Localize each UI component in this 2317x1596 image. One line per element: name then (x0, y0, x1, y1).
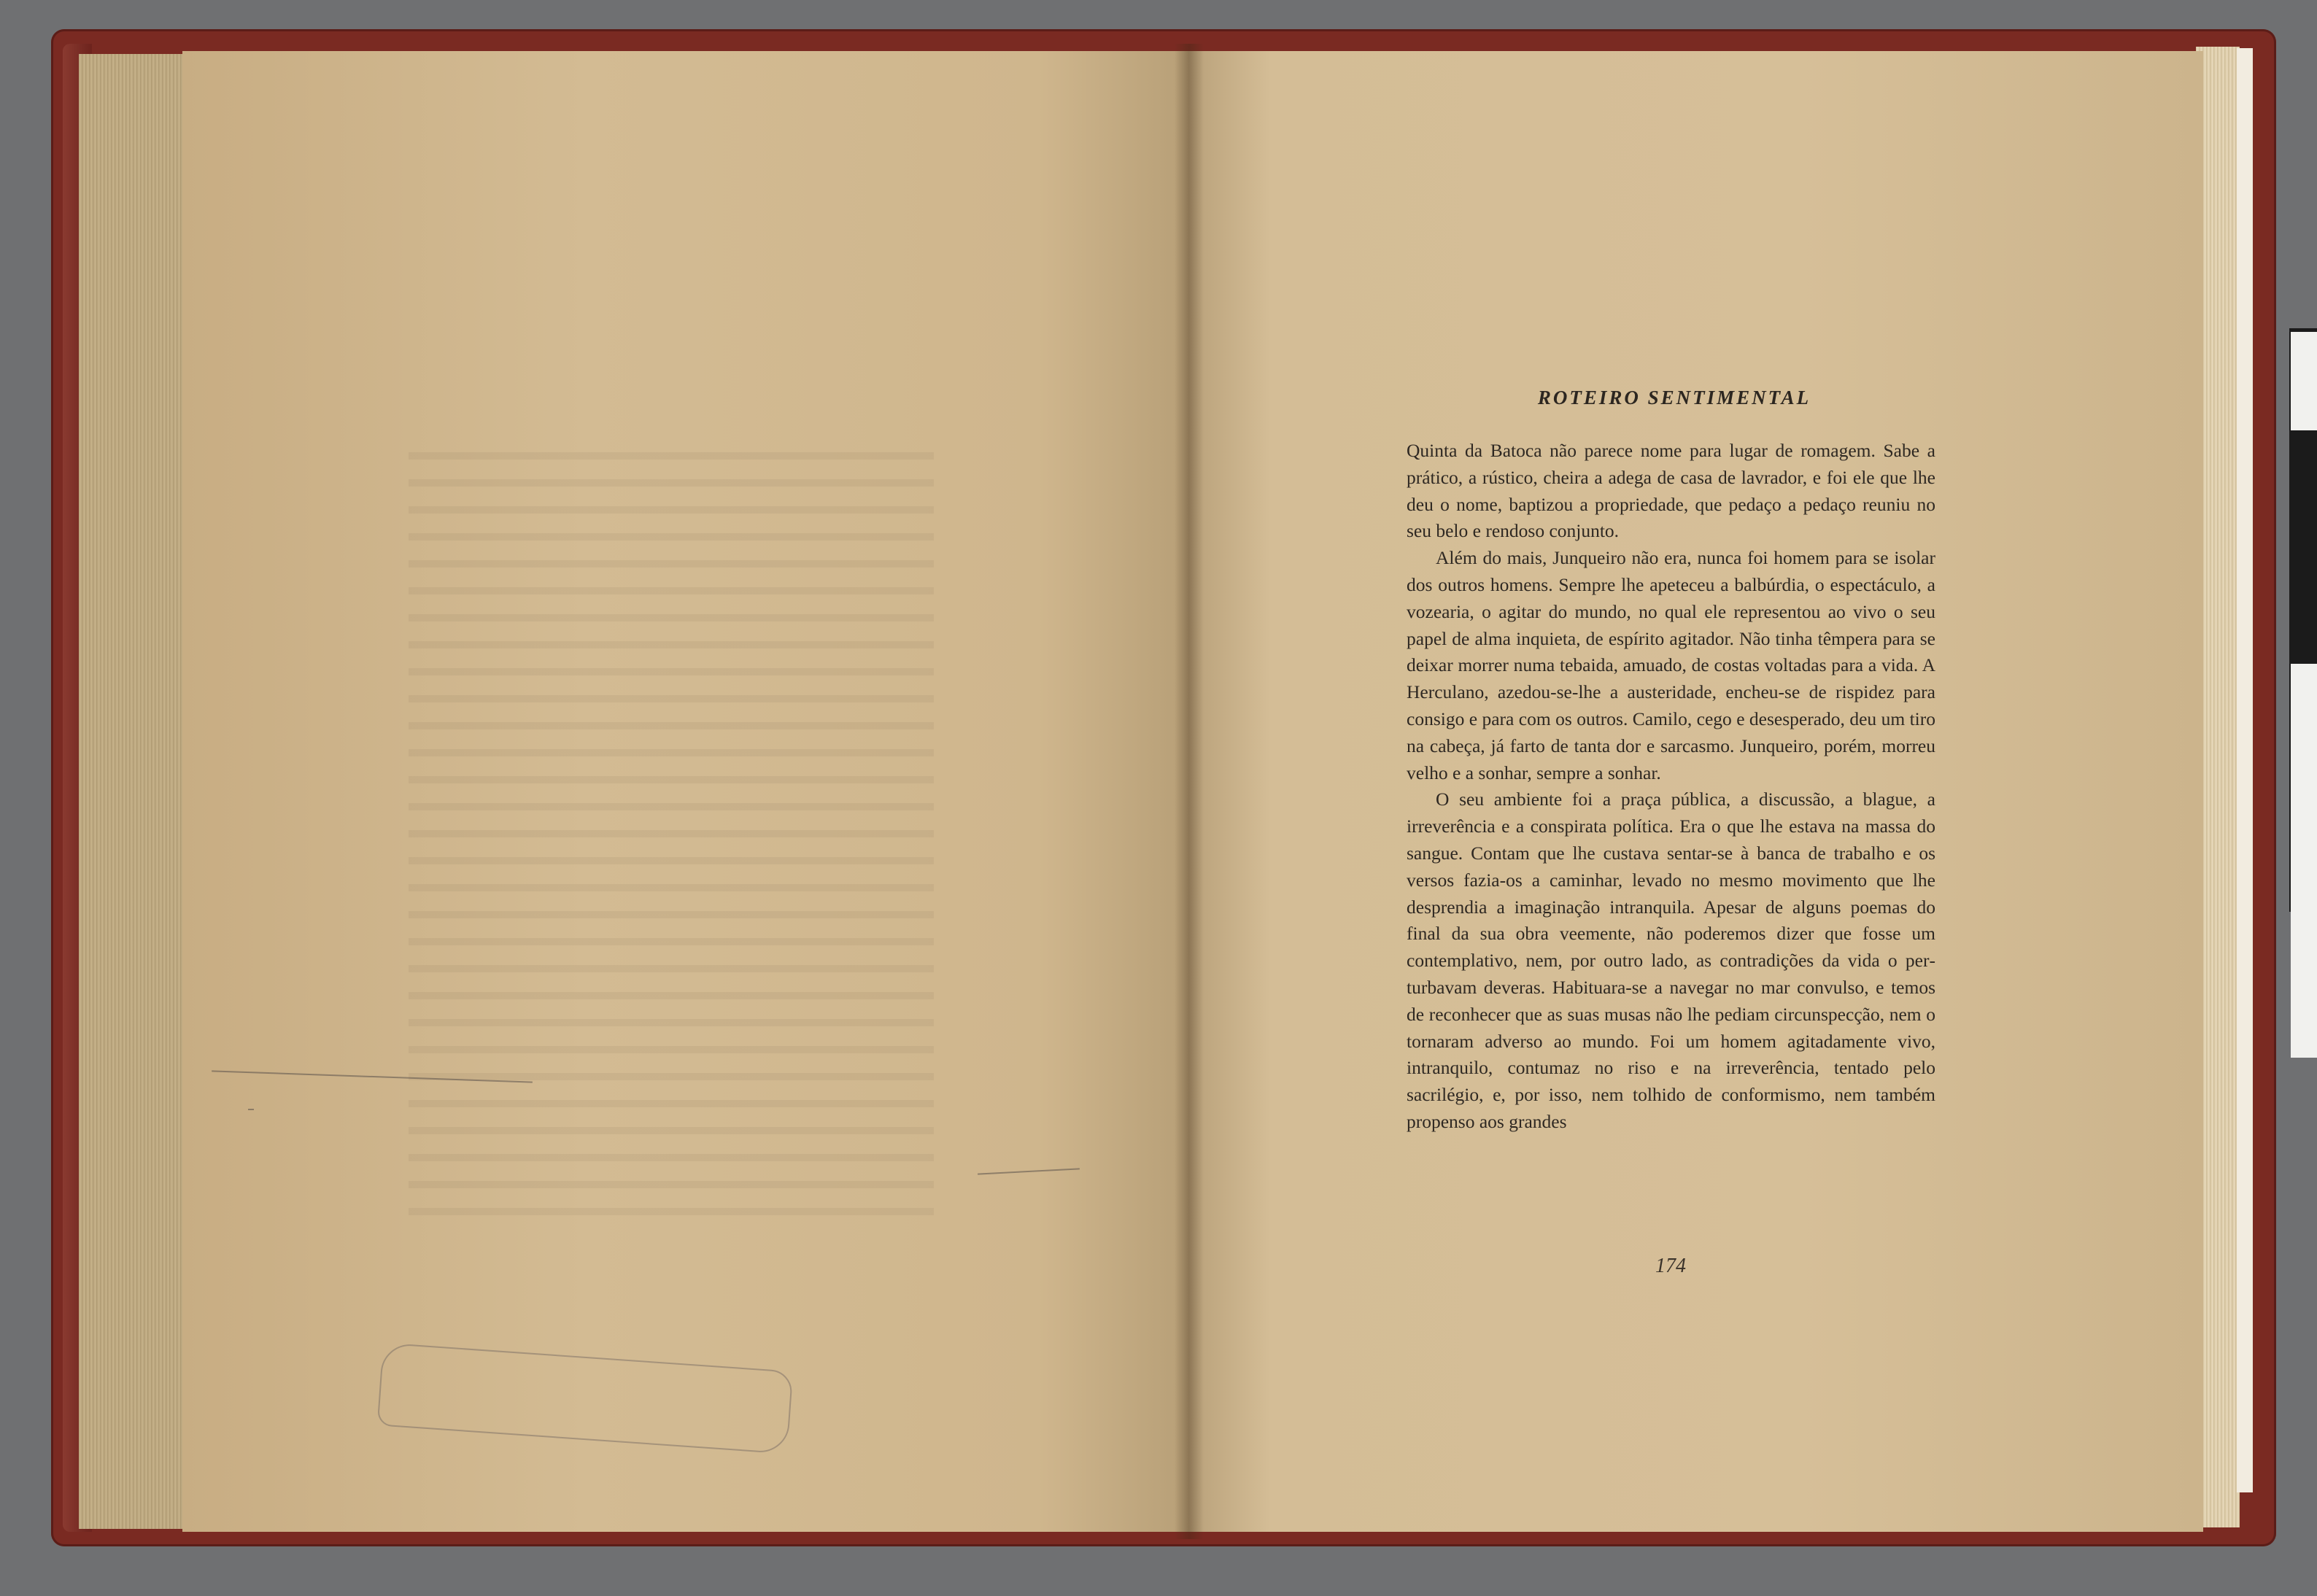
page-number: 174 (1655, 1255, 1686, 1277)
paragraph: Além do mais, Junqueiro não era, nunca foi homem para se isolar dos outros homens. Sempre lhe apeteceu a balbúrdia, o espectáculo, a vozearia, o agitar do mundo, no qual ele representou ao vivo o seu papel de alma inquieta, de espírito agitador. Não tinha têmpera para se deixar morrer numa tebaida, amuado, de costas voltadas para a vida. A Herculano, azedou-se-lhe a austeridade, encheu-se de rispidez para consigo e para com os outros. Camilo, cego e desesperado, deu um tiro na cabeça, já farto de tanta dor e sarcasmo. Junqueiro, porém, morreu velho e a sonhar, sempre a sonhar. (1407, 547, 1935, 783)
pencil-mark (248, 1109, 254, 1110)
paragraph: Quinta da Batoca não parece nome para lugar de romagem. Sabe a prático, a rústico, cheira a adega de casa de lavrador, e foi ele que lhe deu o nome, baptizou a propriedade, que pedaço a pedaço reuniu no seu belo e rendoso conjunto. (1407, 440, 1935, 542)
left-page-stack (79, 54, 188, 1529)
ruler-segment (2291, 332, 2317, 430)
right-endpaper-edge (2237, 48, 2253, 1492)
show-through-text (409, 452, 934, 1225)
body-text (1407, 438, 1935, 1136)
ruler-segment (2291, 912, 2317, 1058)
book-gutter (1175, 44, 1204, 1539)
paragraph: O seu ambiente foi a praça pública, a discussão, a blague, a irreverência e a conspirata política. Era o que lhe estava na massa do sangue. Contam que lhe custava sentar-se à banca de trabalho e os versos fazia-os a caminhar, levado no mesmo movimento que lhe desprendia a imaginação intranquila. Apesar de alguns poemas do final da sua obra veemente, não poderemos dizer que fosse um contemplativo, nem, por outro lado, as contradições da vida o perturbavam deveras. Habituara-se a navegar no mar convulso, e temos de reconhecer que as suas musas não lhe pediam circunspecção, nem o tornaram adverso ao mundo. Foi um homem agitadamente vivo, intranquilo, contumaz no riso e na irreverência, tentado pelo sacrilégio, e, por isso, nem tolhido de conformismo, nem também propenso aos grandes (1407, 789, 1935, 1132)
ruler-segment (2291, 664, 2317, 941)
running-head: ROTEIRO SENTIMENTAL (1537, 387, 1811, 408)
